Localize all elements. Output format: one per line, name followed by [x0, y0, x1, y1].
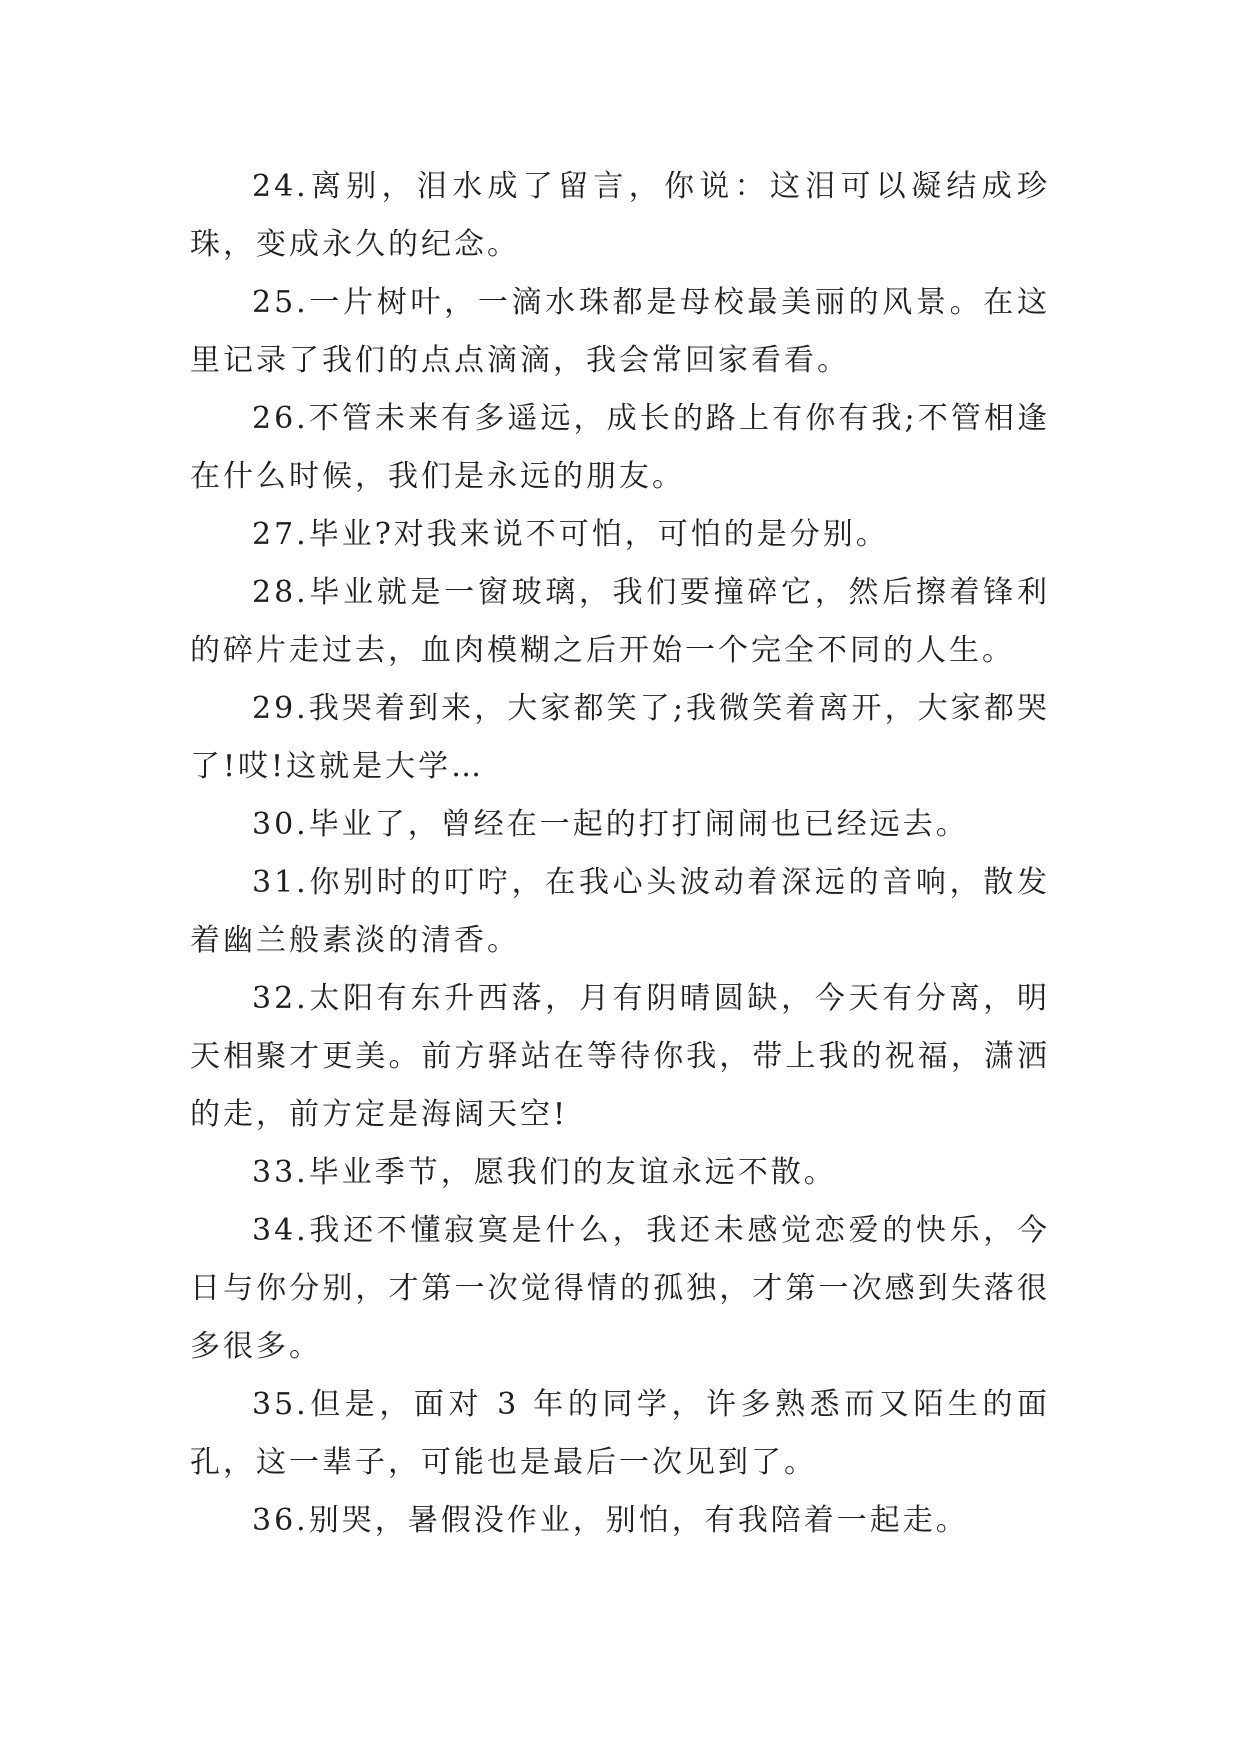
- paragraph-24: 24.离别，泪水成了留言，你说：这泪可以凝结成珍珠，变成永久的纪念。: [190, 169, 1050, 262]
- paragraph-32: 32.太阳有东升西落，月有阴晴圆缺，今天有分离，明天相聚才更美。前方驿站在等待你我，带上我的祝福，潇洒的走，前方定是海阔天空!: [190, 981, 1050, 1132]
- paragraph-25: 25.一片树叶，一滴水珠都是母校最美丽的风景。在这里记录了我们的点点滴滴，我会常回家看看。: [190, 285, 1050, 378]
- paragraph-27: 27.毕业?对我来说不可怕，可怕的是分别。: [252, 517, 889, 552]
- paragraph-30: 30.毕业了，曾经在一起的打打闹闹也已经远去。: [252, 807, 969, 842]
- paragraph-33: 33.毕业季节，愿我们的友谊永远不散。: [252, 1155, 837, 1190]
- paragraph-31: 31.你别时的叮咛，在我心头波动着深远的音响，散发着幽兰般素淡的清香。: [190, 865, 1050, 958]
- paragraph-28: 28.毕业就是一窗玻璃，我们要撞碎它，然后擦着锋利的碎片走过去，血肉模糊之后开始一个完全不同的人生。: [190, 575, 1050, 668]
- paragraph-26: 26.不管未来有多遥远，成长的路上有你有我;不管相逢在什么时候，我们是永远的朋友。: [190, 401, 1050, 494]
- document-body: [190, 158, 1050, 1550]
- paragraph-29: 29.我哭着到来，大家都笑了;我微笑着离开，大家都哭了!哎!这就是大学…: [190, 691, 1050, 784]
- paragraph-35: 35.但是，面对 3 年的同学，许多熟悉而又陌生的面孔，这一辈子，可能也是最后一次见到了。: [190, 1387, 1050, 1480]
- paragraph-36: 36.别哭，暑假没作业，别怕，有我陪着一起走。: [252, 1503, 969, 1538]
- paragraph-34: 34.我还不懂寂寞是什么，我还未感觉恋爱的快乐，今日与你分别，才第一次觉得情的孤独，才第一次感到失落很多很多。: [190, 1213, 1050, 1364]
